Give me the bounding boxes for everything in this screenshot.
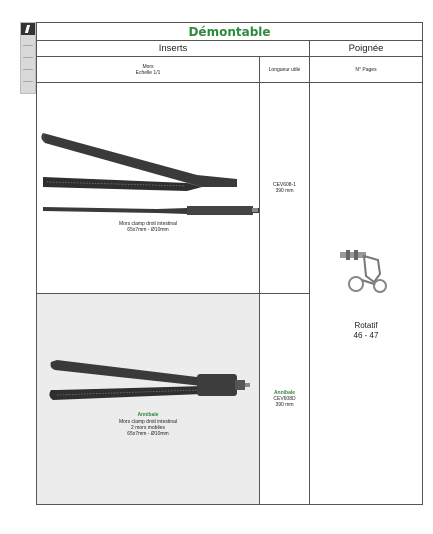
row2-name: Annibale (137, 412, 159, 418)
header-poignee: Poignée (310, 41, 423, 57)
book-mark-icon (21, 23, 35, 35)
row1-ref-cell (260, 83, 310, 294)
insert-image-cell-2 (37, 294, 260, 505)
insert-image-cell (37, 83, 260, 294)
row1-length: 390 mm (275, 188, 294, 194)
subheader-longueur: Longueur utile (260, 57, 310, 83)
rotary-handle-icon (336, 246, 396, 296)
echelle-label: Echelle 1/1 (135, 69, 161, 76)
sidebar-tab (20, 22, 36, 94)
row1-caption-2: 65x7mm - Ø10mm (127, 227, 169, 233)
row2-length: 390 mm (275, 402, 294, 408)
row2-ref: CEV608D (273, 396, 296, 402)
row2-caption-1: Mors clamp droit intestinal (118, 419, 178, 425)
row2-ref-name: Annibale (273, 390, 296, 396)
clamp-icon (37, 83, 259, 293)
row2-caption-2: 2 mors mobiles (131, 425, 165, 431)
row2-ref-cell (260, 294, 310, 505)
clamp-icon (37, 294, 259, 504)
handle-pages: 46 - 47 (353, 331, 379, 340)
mors-label: Mors (142, 63, 154, 70)
subheader-mors (37, 57, 260, 83)
header-inserts: Inserts (37, 41, 310, 57)
product-table (36, 22, 423, 505)
table-title: Démontable (37, 23, 423, 41)
sidebar-tick (23, 81, 33, 82)
row1-caption-1: Mors clamp droit intestinal (118, 221, 178, 227)
sidebar-tick (23, 57, 33, 58)
row2-caption-3: 65x7mm - Ø10mm (127, 431, 169, 437)
handle-cell (310, 83, 423, 505)
handle-label: Rotatif (354, 321, 378, 330)
row1-ref: CEV608-1 (272, 182, 297, 188)
sidebar-tick (23, 69, 33, 70)
subheader-pages: N° Pages (310, 57, 423, 83)
sidebar-tick (23, 45, 33, 46)
